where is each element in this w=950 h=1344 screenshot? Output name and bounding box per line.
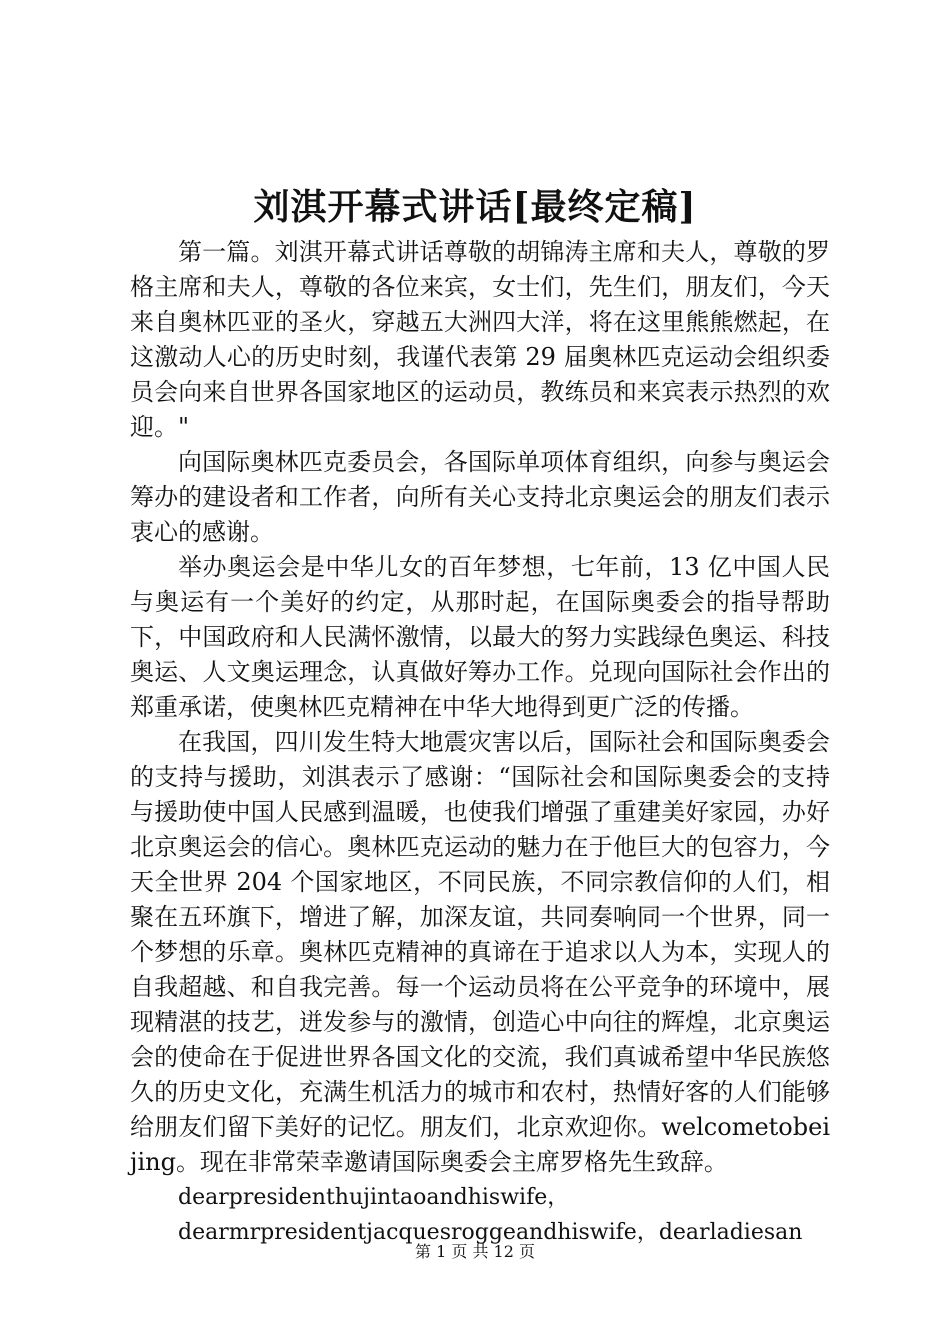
page-number-footer: 第 1 页 共 12 页 [415, 1242, 535, 1261]
paragraph: 第一篇。刘淇开幕式讲话尊敬的胡锦涛主席和夫人，尊敬的罗格主席和夫人，尊敬的各位来宾，女士们，先生们，朋友们，今天来自奥林匹亚的圣火，穿越五大洲四大洋，将在这里熊熊燃起，在这激动人心的历史时刻，我谨代表第 29 届奥林匹克运动会组织委员会向来自世界各国家地区的运动员，教练员和来宾表示热烈的欢迎。" [130, 238, 830, 441]
paragraph: 在我国，四川发生特大地震灾害以后，国际社会和国际奥委会的支持与援助，刘淇表示了感谢：“国际社会和国际奥委会的支持与援助使中国人民感到温暖，也使我们增强了重建美好家园，办好北京奥运会的信心。奥林匹克运动的魅力在于他巨大的包容力，今天全世界 204 个国家地区，不同民族，不同宗教信仰的人们，相聚在五环旗下，增进了解，加深友谊，共同奏响同一个世界，同一个梦想的乐章。奥林匹克精神的真谛在于追求以人为本，实现人的自我超越、和自我完善。每一个运动员将在公平竞争的环境中，展现精湛的技艺，迸发参与的激情，创造心中向往的辉煌，北京奥运会的使命在于促进世界各国文化的交流，我们真诚希望中华民族悠久的历史文化，充满生机活力的城市和农村，热情好客的人们能够给朋友们留下美好的记忆。朋友们，北京欢迎你。welcometobeijing。现在非常荣幸邀请国际奥委会主席罗格先生致辞。 [130, 728, 830, 1176]
paragraph: 向国际奥林匹克委员会，各国际单项体育组织，向参与奥运会筹办的建设者和工作者，向所有关心支持北京奥运会的朋友们表示衷心的感谢。 [130, 448, 830, 546]
paragraph: 举办奥运会是中华儿女的百年梦想，七年前，13 亿中国人民与奥运有一个美好的约定，从那时起，在国际奥委会的指导帮助下，中国政府和人民满怀激情，以最大的努力实践绿色奥运、科技奥运、人文奥运理念，认真做好筹办工作。兑现向国际社会作出的郑重承诺，使奥林匹克精神在中华大地得到更广泛的传播。 [130, 553, 830, 721]
english-line: dearmrpresidentjacquesroggeandhiswife，dearladiesan [178, 1220, 803, 1245]
english-line: dearpresidenthujintaoandhiswife， [178, 1185, 570, 1210]
document-title: 刘淇开幕式讲话[最终定稿] [253, 186, 697, 228]
document-body [130, 235, 830, 1250]
